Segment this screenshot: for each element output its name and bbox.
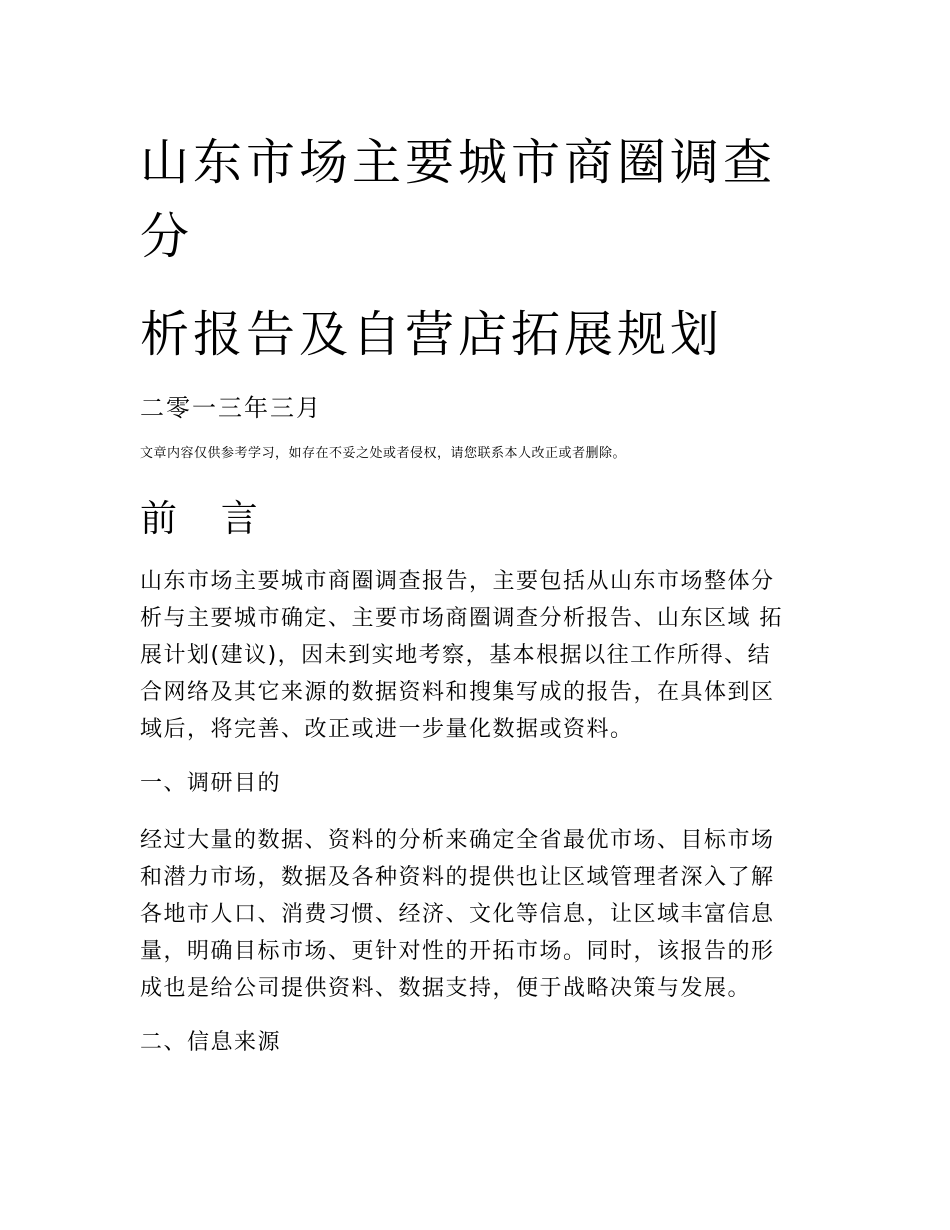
document-date: 二零一三年三月 [140,394,322,422]
paragraph-line: 和潜力市场，数据及各种资料的提供也让区域管理者深入了解 [140,865,775,890]
paragraph-line: 经过大量的数据、资料的分析来确定全省最优市场、目标市场 [140,828,775,853]
section-heading-research-purpose: 一、调研目的 [140,771,282,796]
paragraph-line: 量，明确目标市场、更针对性的开拓市场。同时，该报告的形 [140,939,775,964]
document-title-line-3: 析报告及自营店拓展规划 [140,306,724,363]
preface-paragraph [140,563,820,748]
paragraph-line: 合网络及其它来源的数据资料和搜集写成的报告，在具体到区 [140,680,775,705]
preface-heading: 前 言 [140,497,274,540]
paragraph-line: 山东市场主要城市商圈调查报告，主要包括从山东市场整体分 [140,569,775,594]
paragraph-line: 各地市人口、消费习惯、经济、文化等信息，让区域丰富信息 [140,902,775,927]
disclaimer-note: 文章内容仅供参考学习，如存在不妥之处或者侵权，请您联系本人改正或者删除。 [140,446,627,461]
paragraph-line: 析与主要城市确定、主要市场商圈调查分析报告、山东区域 拓 [140,606,783,631]
paragraph-line: 域后，将完善、改正或进一步量化数据或资料。 [140,717,634,742]
document-title-line-2: 分 [140,208,194,265]
paragraph-line: 展计划(建议)，因未到实地考察，基本根据以往工作所得、结 [140,643,772,668]
paragraph-line: 成也是给公司提供资料、数据支持，便于战略决策与发展。 [140,976,752,1001]
section-heading-information-source: 二、信息来源 [140,1030,282,1055]
research-purpose-paragraph [140,822,820,1007]
document-title-line-1: 山东市场主要城市商圈调查 [140,134,777,191]
